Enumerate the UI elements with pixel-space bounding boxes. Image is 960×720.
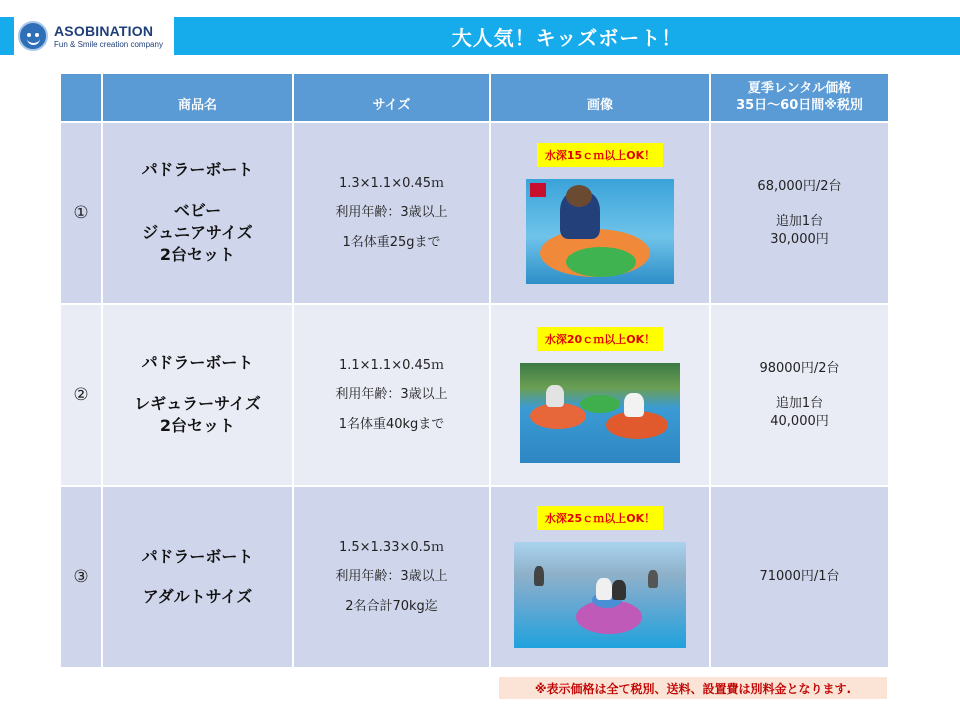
header-size: サイズ xyxy=(293,73,490,122)
boat-photo xyxy=(514,542,686,648)
product-variant: ジュニアサイズ xyxy=(142,223,253,242)
size-weight: 1名体重40kgまで xyxy=(338,416,445,432)
smile-logo-icon xyxy=(18,21,48,51)
brand-name: ASOBINATION xyxy=(54,22,154,39)
price: 71000円/1台 xyxy=(759,569,840,585)
table-header-row xyxy=(60,73,889,122)
product-name-cell xyxy=(102,122,293,304)
brand-logo xyxy=(14,17,174,55)
boat-photo xyxy=(526,179,674,284)
product-set: 2台セット xyxy=(159,416,236,436)
header-image: 画像 xyxy=(490,73,710,122)
header-num xyxy=(60,73,102,122)
size-dimensions: 1.1×1.1×0.45ｍ xyxy=(338,357,445,373)
size-age: 利用年齢：3歳以上 xyxy=(335,205,448,221)
brand-tagline: Fun & Smile creation company xyxy=(54,39,163,49)
size-cell xyxy=(293,122,490,304)
boat-photo xyxy=(520,363,680,463)
price-cell xyxy=(710,486,889,668)
table-row xyxy=(60,122,889,304)
image-cell xyxy=(490,122,710,304)
depth-badge: 水深20ｃｍ以上OK！ xyxy=(537,327,663,351)
depth-badge: 水深25ｃｍ以上OK！ xyxy=(537,506,663,530)
size-cell xyxy=(293,304,490,486)
header-price xyxy=(710,73,889,122)
price-cell xyxy=(710,122,889,304)
price: 68,000円/2台 xyxy=(757,178,842,194)
price-cell xyxy=(710,304,889,486)
product-variant: ベビー xyxy=(173,200,222,220)
size-dimensions: 1.5×1.33×0.5ｍ xyxy=(338,539,445,555)
header-price-line1: 夏季レンタル価格 xyxy=(747,81,852,97)
price: 98000円/2台 xyxy=(759,360,840,376)
extra-label: 追加1台 xyxy=(775,396,824,412)
product-set: 2台セット xyxy=(159,245,236,265)
depth-badge: 水深15ｃｍ以上OK！ xyxy=(537,143,663,167)
pricing-table xyxy=(59,72,890,669)
row-number: ② xyxy=(60,304,102,486)
size-cell xyxy=(293,486,490,668)
row-number: ① xyxy=(60,122,102,304)
header-price-line2: 35日～60日間※税別 xyxy=(736,98,863,114)
extra-label: 追加1台 xyxy=(775,214,824,230)
header-product: 商品名 xyxy=(102,73,293,122)
size-weight: 1名体重25gまで xyxy=(342,234,441,250)
extra-price: 40,000円 xyxy=(770,413,829,429)
product-name-cell xyxy=(102,304,293,486)
footnote: ※表示価格は全て税別、送料、設置費は別料金となります. xyxy=(499,677,887,699)
size-age: 利用年齢：3歳以上 xyxy=(335,569,448,585)
page-title: 大人気！キッズボート！ xyxy=(451,25,683,50)
product-variant: レギュラーサイズ xyxy=(134,393,261,413)
product-name: パドラーボート xyxy=(141,546,254,566)
product-name-cell xyxy=(102,486,293,668)
table-row xyxy=(60,486,889,668)
table-row xyxy=(60,304,889,486)
size-weight: 2名合計70kg迄 xyxy=(345,598,438,614)
product-variant: アダルトサイズ xyxy=(142,587,253,606)
product-name: パドラーボート xyxy=(141,160,254,180)
size-dimensions: 1.3×1.1×0.45ｍ xyxy=(338,175,445,191)
product-name: パドラーボート xyxy=(141,353,254,373)
size-age: 利用年齢：3歳以上 xyxy=(335,387,448,403)
image-cell xyxy=(490,304,710,486)
extra-price: 30,000円 xyxy=(770,231,829,247)
image-cell xyxy=(490,486,710,668)
row-number: ③ xyxy=(60,486,102,668)
